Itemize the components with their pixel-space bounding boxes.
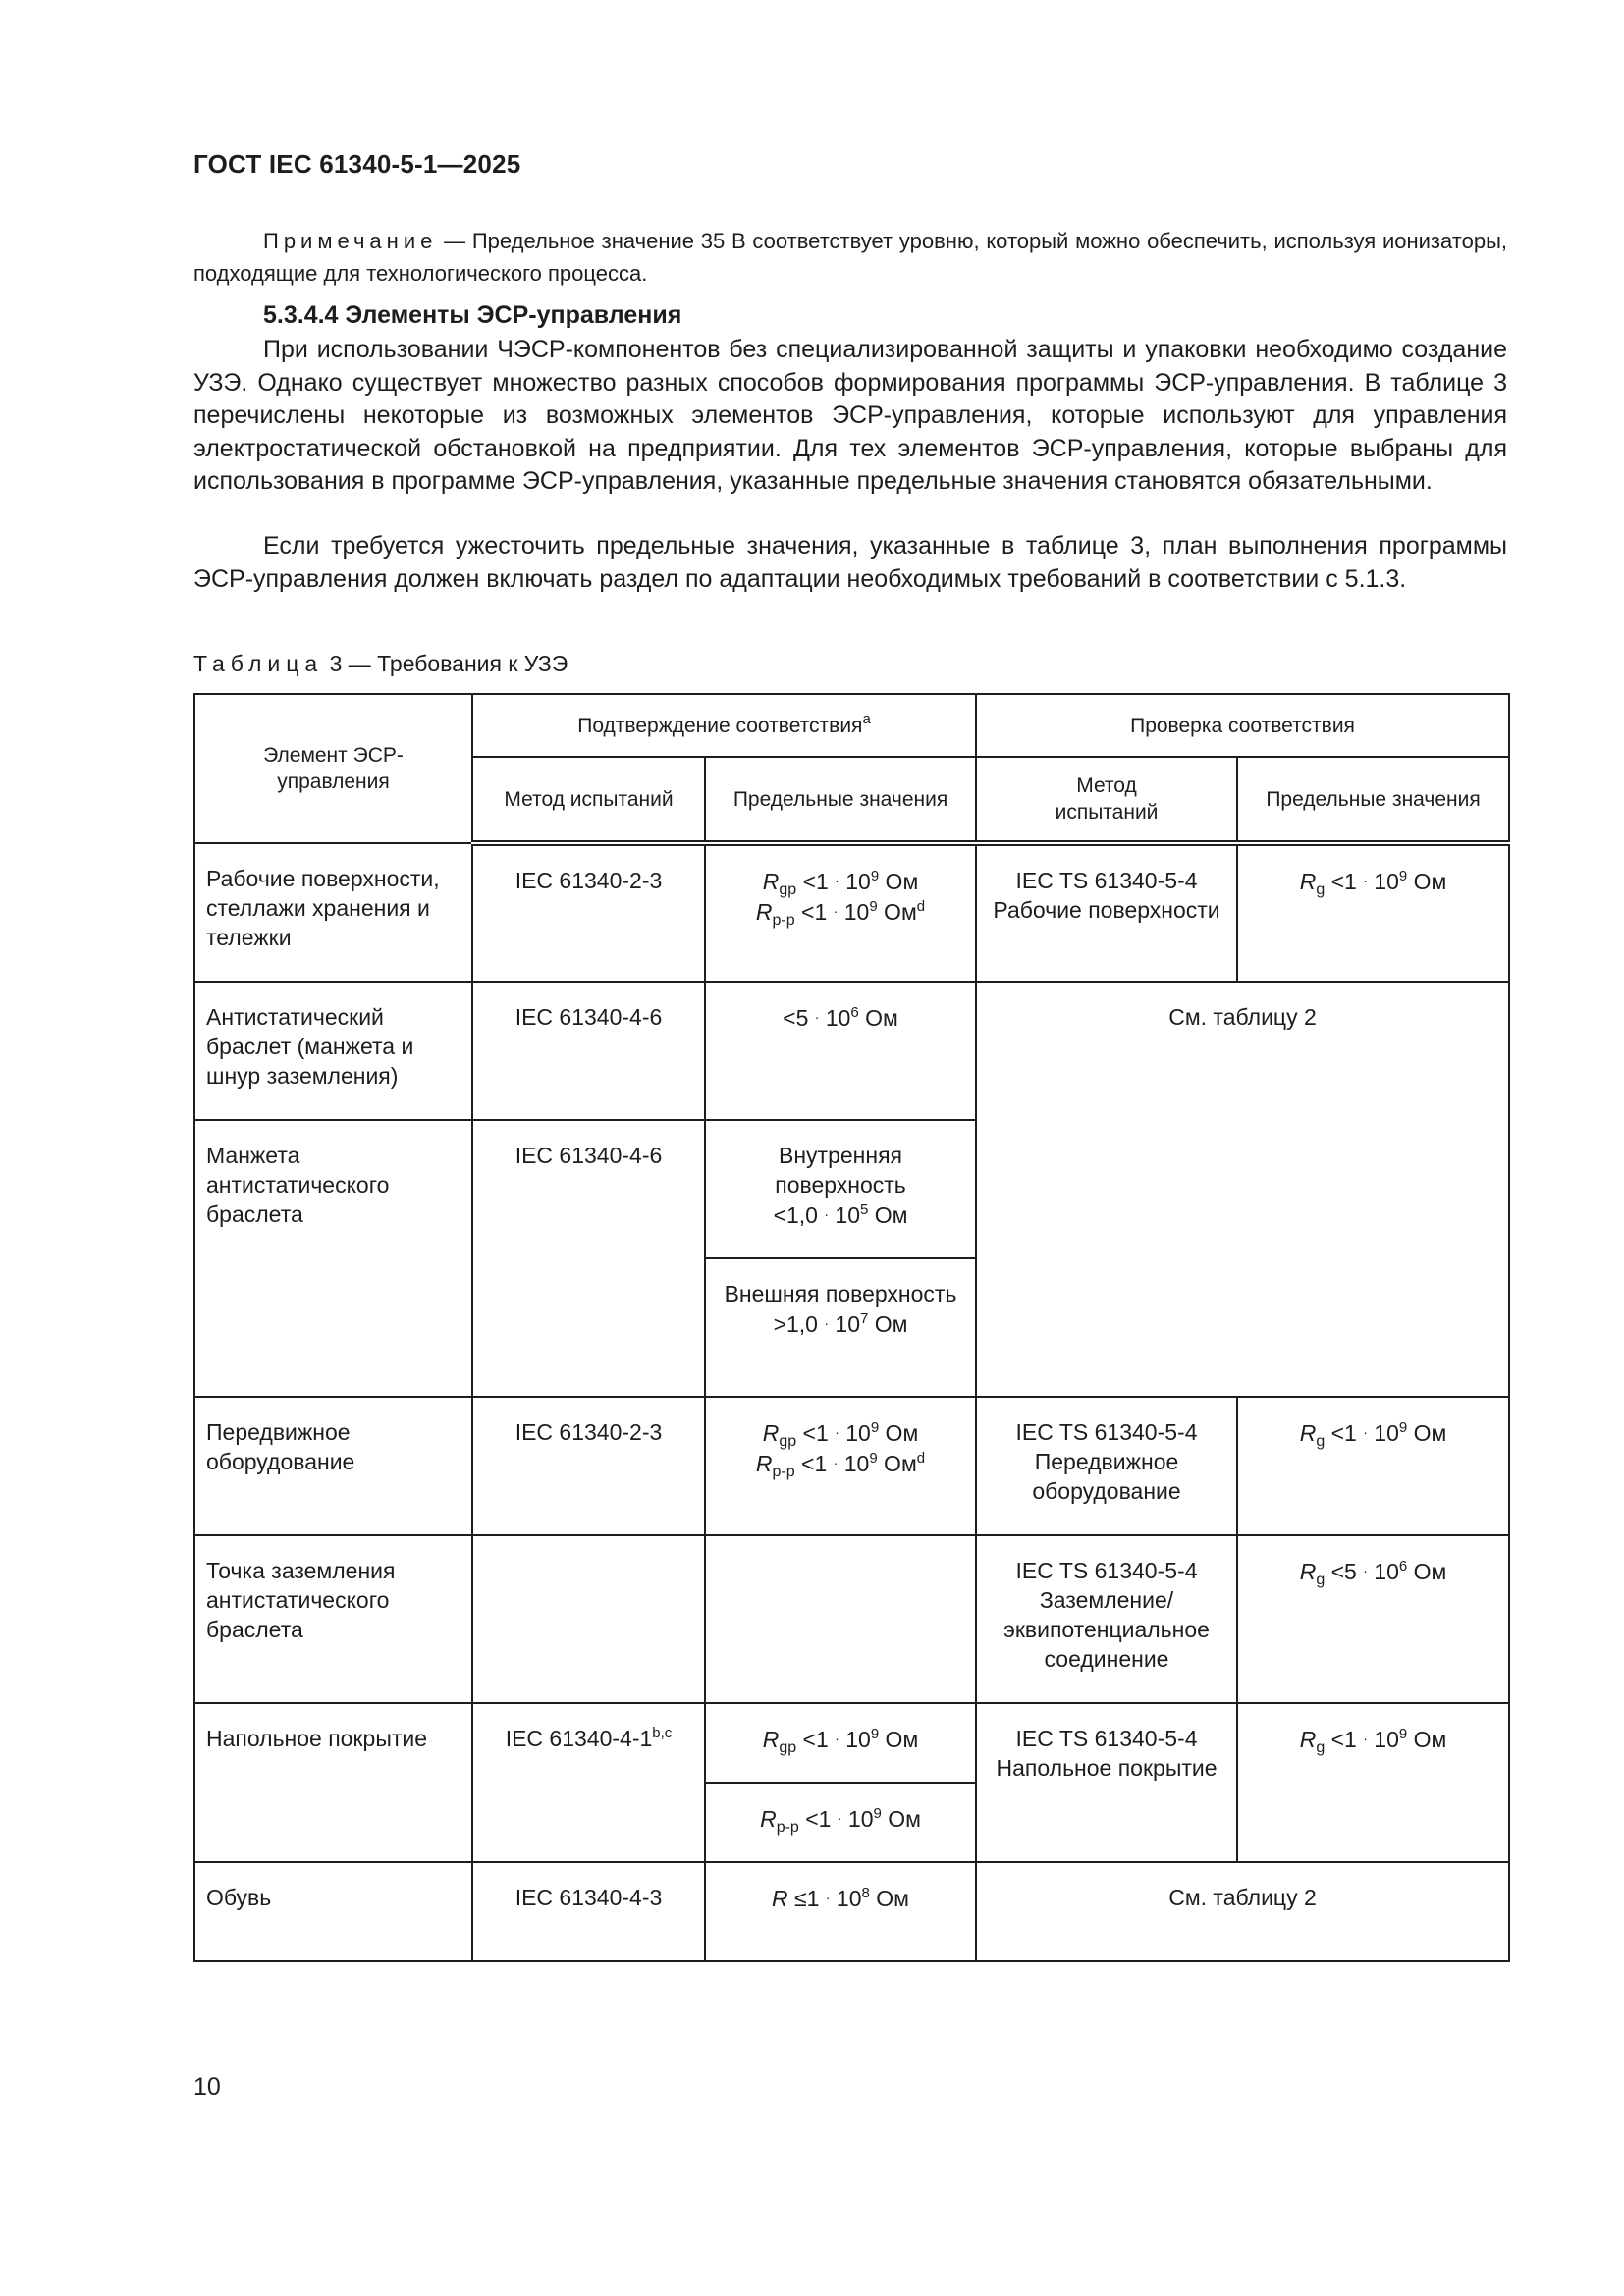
element-cell: Передвижное оборудование <box>194 1397 472 1535</box>
verif-limit-cell: $R_g <1 \cdot 10^9$ Ом <box>1237 843 1509 982</box>
table-row <box>194 1397 1509 1535</box>
page-number: 10 <box>193 2073 221 2101</box>
verif-method-cell: IEC TS 61340-5-4 Рабочие поверхности <box>976 843 1237 982</box>
method-cell: IEC 61340-4-3 <box>472 1862 705 1961</box>
element-cell: Обувь <box>194 1862 472 1961</box>
verif-method-cell: IEC TS 61340-5-4 Напольное покрытие <box>976 1703 1237 1862</box>
table-caption <box>193 651 568 677</box>
method-cell: IEC 61340-2-3 <box>472 1397 705 1535</box>
note <box>193 225 1507 290</box>
verif-limit-cell: $R_g <1 \cdot 10^9$ Ом <box>1237 1397 1509 1535</box>
table-row <box>194 982 1509 1120</box>
header-verif-limits: Предельные значения <box>1237 757 1509 843</box>
header-verif-method: Метод испытаний <box>976 757 1237 843</box>
paragraph: При использовании ЧЭСР-компонентов без специализированной защиты и упаковки необходимо создание УЗЭ. Однако существует множество разных способов формирования программы ЭСР-управления. В таблице 3 перечислены некоторые из возможных элементов ЭСР-управления, которые используют для управления электростатической обстановкой на предприятии. Для тех элементов ЭСР-управления, которые выбраны для использования в программе ЭСР-управления, указанные предельные значения становятся обязательными. <box>193 336 1507 495</box>
header-conformity: Подтверждение соответствия$^a$ <box>472 694 976 757</box>
limit-cell: $R \le 1 \cdot 10^8$ Ом <box>705 1862 976 1961</box>
verif-limit-cell: $R_g <1 \cdot 10^9$ Ом <box>1237 1703 1509 1862</box>
method-cell <box>472 1535 705 1703</box>
element-cell: Напольное покрытие <box>194 1703 472 1862</box>
limit-cell: Внутренняя поверхность $<1,0 \cdot 10^5$ Ом <box>705 1120 976 1258</box>
note-label: Примечание <box>263 229 438 253</box>
see-table-cell: См. таблицу 2 <box>976 982 1509 1397</box>
limit-cell: $R_{gp} <1 \cdot 10^9$ Ом $R_{p-p} <1 \cdot 10^9$ $Ом^d$ <box>705 1397 976 1535</box>
limit-cell: $R_{gp} <1 \cdot 10^9$ Ом $R_{p-p} <1 \cdot 10^9$ $Ом^d$ <box>705 843 976 982</box>
limit-cell <box>705 1535 976 1703</box>
limit-cell: $<5 \cdot 10^6$ Ом <box>705 982 976 1120</box>
see-table-cell: См. таблицу 2 <box>976 1862 1509 1961</box>
limit-cell: Внешняя поверхность $>1,0 \cdot 10^7$ Ом <box>705 1258 976 1397</box>
table-header-row <box>194 694 1509 757</box>
method-cell: IEC 61340-4-1$^{b,c}$ <box>472 1703 705 1862</box>
requirements-table <box>193 693 1510 1962</box>
method-cell: IEC 61340-4-6 <box>472 1120 705 1397</box>
table-row <box>194 1862 1509 1961</box>
verif-method-cell: IEC TS 61340-5-4 Заземление/ эквипотенциальное соединение <box>976 1535 1237 1703</box>
table-row <box>194 843 1509 982</box>
note-text: — Предельное значение 35 В соответствует уровню, который можно обеспечить, используя ионизаторы, подходящие для технологического процесса. <box>193 229 1507 286</box>
element-cell: Точка заземления антистатического браслета <box>194 1535 472 1703</box>
table-caption-label: Таблица <box>193 651 324 676</box>
section-title: 5.3.4.4 Элементы ЭСР-управления <box>263 301 682 329</box>
method-cell: IEC 61340-4-6 <box>472 982 705 1120</box>
header-element: Элемент ЭСР-управления <box>194 694 472 843</box>
verif-limit-cell: $R_g <5 \cdot 10^6$ Ом <box>1237 1535 1509 1703</box>
limit-cell: $R_{gp} <1 \cdot 10^9$ Ом <box>705 1703 976 1783</box>
element-cell: Антистатический браслет (манжета и шнур заземления) <box>194 982 472 1120</box>
header-test-method: Метод испытаний <box>472 757 705 843</box>
header-verification: Проверка соответствия <box>976 694 1509 757</box>
table-row <box>194 1703 1509 1783</box>
paragraph: Если требуется ужесточить предельные значения, указанные в таблице 3, план выполнения программы ЭСР-управления должен включать раздел по адаптации необходимых требований в соответствии с 5.1.3. <box>193 532 1507 593</box>
header-limits: Предельные значения <box>705 757 976 843</box>
verif-method-cell: IEC TS 61340-5-4 Передвижное оборудование <box>976 1397 1237 1535</box>
limit-cell: $R_{p-p} <1 \cdot 10^9$ Ом <box>705 1783 976 1862</box>
document-code: ГОСТ IEC 61340-5-1—2025 <box>193 149 521 179</box>
element-cell: Рабочие поверхности, стеллажи хранения и тележки <box>194 843 472 982</box>
method-cell: IEC 61340-2-3 <box>472 843 705 982</box>
table-row <box>194 1535 1509 1703</box>
element-cell: Манжета антистатического браслета <box>194 1120 472 1397</box>
table-caption-text: 3 — Требования к УЗЭ <box>323 651 568 676</box>
